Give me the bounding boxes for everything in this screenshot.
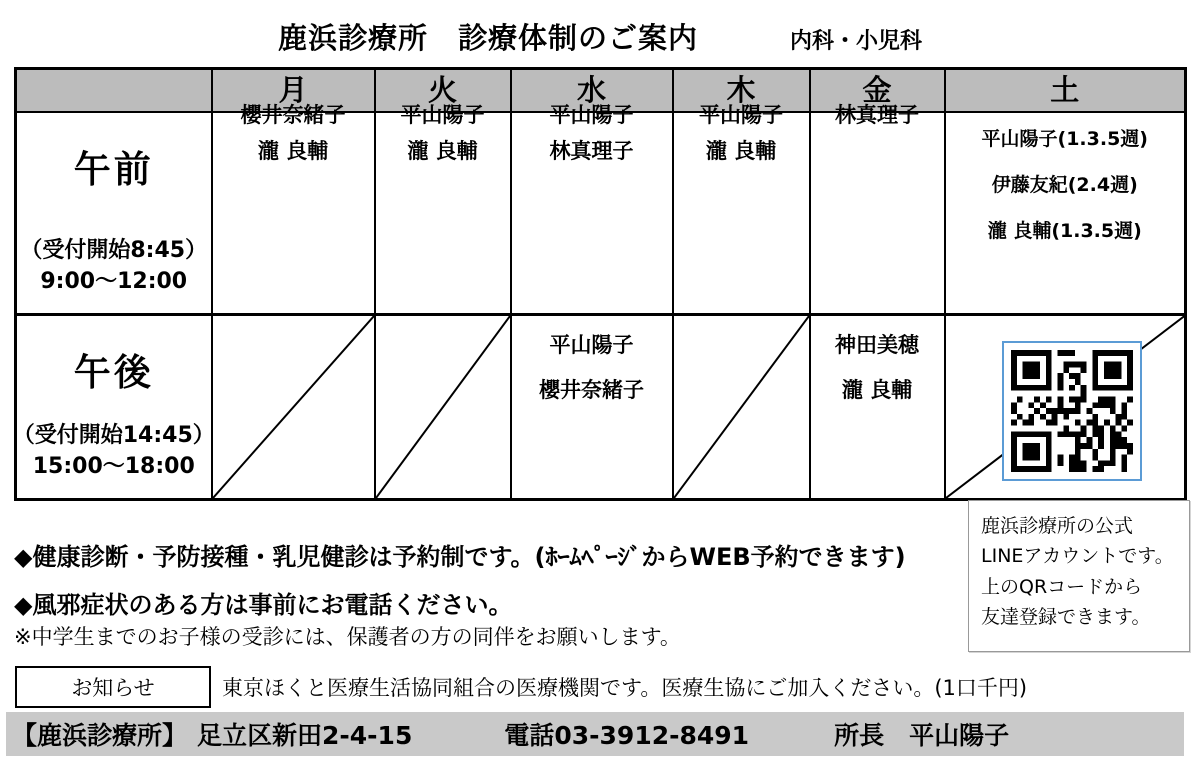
am-label-cell (16, 112, 212, 315)
pm-cell-wed (511, 315, 673, 500)
department-label: 内科・小児科 (790, 29, 923, 54)
am-cell-sat (945, 112, 1186, 315)
doctor-name: 瀧 良輔 (407, 139, 478, 163)
doctor-name: 櫻井奈緒子 (539, 378, 644, 402)
am-cell-wed (511, 103, 673, 315)
footer-address: 足立区新田2-4-15 (197, 721, 413, 750)
line-box-text: 上のQRコードから (981, 575, 1143, 598)
doctor-name: 伊藤友紀(2.4週) (991, 174, 1138, 196)
closed-diagonal-line (376, 316, 510, 498)
pm-hours: 15:00～18:00 (32, 454, 195, 480)
pm-times (13, 421, 215, 483)
page-title: 鹿浜診療所 診療体制のご案内 (277, 21, 698, 55)
pm-title: 午後 (73, 351, 154, 394)
doctor-name: 平山陽子 (400, 103, 485, 127)
doctor-name: 平山陽子 (549, 333, 634, 357)
pm-cell-fri (810, 315, 945, 500)
day-header-mon: 月 (212, 69, 375, 113)
doctor-name: 瀧 良輔 (705, 139, 777, 163)
note-reservation: ◆健康診断・予防接種・乳児健診は予約制です。(ﾎｰﾑﾍﾟｰｼﾞからWEB予約できます) (14, 543, 906, 571)
pm-reception: （受付開始14:45） (12, 423, 215, 449)
schedule-table (14, 67, 1187, 501)
pm-cell-mon-closed (212, 315, 375, 500)
line-box-text: 友達登録できます。 (981, 606, 1151, 629)
pm-cell-thu-closed (673, 315, 810, 500)
am-hours: 9:00～12:00 (40, 269, 188, 295)
doctor-name: 櫻井奈緒子 (240, 103, 346, 127)
doctor-name: 瀧 良輔 (841, 378, 913, 402)
day-header-tue: 火 (375, 69, 511, 113)
footer-director: 所長 平山陽子 (834, 721, 1010, 750)
pm-cell-sat-closed (945, 315, 1186, 500)
am-cell-thu (673, 103, 810, 315)
doctor-name: 平山陽子 (699, 103, 783, 127)
line-qr-code (1002, 341, 1142, 481)
pm-label-cell (12, 315, 215, 500)
am-cell-tue (375, 103, 511, 315)
am-title: 午前 (73, 148, 154, 191)
doctor-name: 林真理子 (549, 139, 634, 163)
doctor-name: 神田美穂 (835, 333, 919, 357)
doctor-name: 平山陽子 (549, 103, 634, 127)
pm-cell-tue-closed (375, 315, 511, 500)
line-account-info-box (968, 500, 1190, 652)
footer-clinic-name: 【鹿浜診療所】 (12, 721, 188, 750)
doctor-name: 林真理子 (835, 103, 919, 127)
day-header-thu: 木 (673, 69, 810, 113)
doctor-name: 瀧 良輔 (257, 139, 329, 163)
line-box-text: LINEアカウントです。 (981, 545, 1174, 568)
note-children: ※中学生までのお子様の受診には、保護者の方の同伴をお願いします。 (14, 625, 681, 649)
closed-diagonal-line (674, 316, 809, 498)
am-reception: （受付開始8:45） (20, 238, 208, 264)
notice-label: お知らせ (71, 676, 155, 700)
day-header-sat: 土 (945, 69, 1186, 113)
doctor-name: 平山陽子(1.3.5週) (981, 128, 1148, 150)
doctor-name: 瀧 良輔(1.3.5週) (987, 220, 1142, 242)
note-cold-symptoms: ◆風邪症状のある方は事前にお電話ください。 (14, 591, 513, 619)
notice-text: 東京ほくと医療生活協同組合の医療機関です。医療生協にご加入ください。(1口千円) (222, 676, 1028, 700)
day-header-wed: 水 (511, 69, 673, 113)
footer-phone: 電話03-3912-8491 (504, 721, 750, 750)
line-box-text: 鹿浜診療所の公式 (981, 515, 1134, 537)
day-header-fri: 金 (810, 69, 945, 113)
am-cell-fri (810, 103, 945, 315)
am-cell-mon (212, 103, 375, 315)
notice-label-box (15, 666, 211, 708)
closed-diagonal-line (213, 316, 374, 498)
am-row (16, 112, 1186, 315)
pm-row (16, 315, 1186, 500)
am-times (20, 236, 207, 298)
footer-bar (6, 712, 1184, 756)
document-header (0, 16, 1200, 57)
corner-cell (16, 69, 212, 113)
